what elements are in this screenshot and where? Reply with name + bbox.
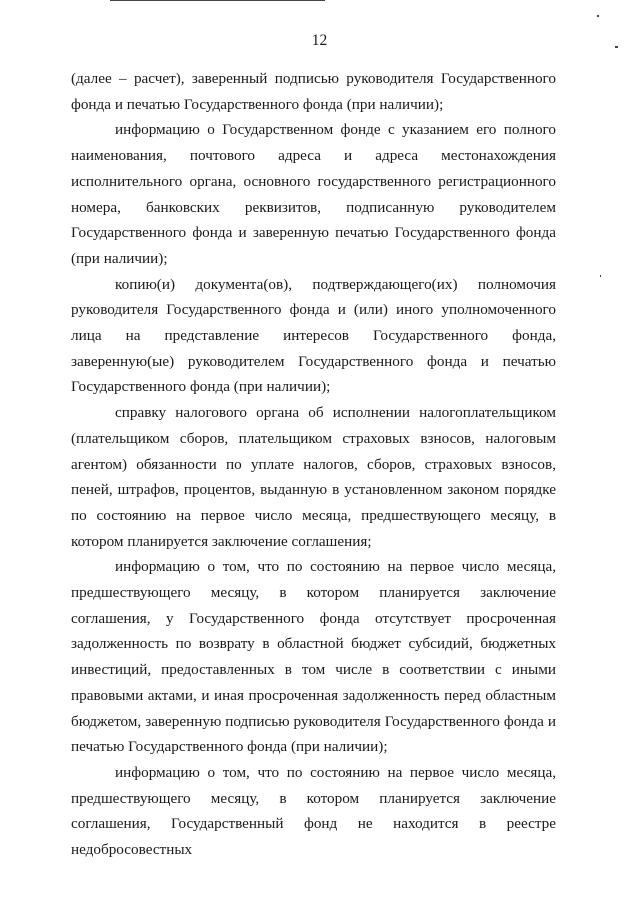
body-text bbox=[71, 66, 556, 863]
paragraph-tax-certificate: справку налогового органа об исполнении налогоплательщиком (плательщиком сборов, плательщиком страховых взносов, налоговым агентом) обязанности по уплате налогов, сборов, страховых взносов, пеней, штрафов, процентов, выданную в установленном законом порядке по состоянию на первое число месяца, предшествующего месяцу, в котором планируется заключение соглашения; bbox=[71, 404, 556, 550]
scan-artifact-dot bbox=[600, 275, 601, 277]
paragraph-not-in-registry: информацию о том, что по состоянию на первое число месяца, предшествующего месяцу, в котором планируется заключение соглашения, Государственный фонд не находится в реестре недобросовестных bbox=[71, 763, 556, 859]
paragraph-authority-documents: копию(и) документа(ов), подтверждающего(их) полномочия руководителя Государственного фонда и (или) иного уполномоченного лица на представление интересов Государственного фонда, заверенную(ые) руководителем Государственного фонда и печатью Государственного фонда (при наличии); bbox=[71, 275, 556, 396]
page-number: 12 bbox=[311, 32, 328, 49]
scan-artifact-dot bbox=[597, 15, 599, 17]
scan-artifact-top-line bbox=[110, 0, 325, 1]
paragraph-fund-information: информацию о Государственном фонде с указанием его полного наименования, почтового адреса и адреса местонахождения исполнительного органа, основного государственного регистрационного номера, банковских реквизитов, подписанную руководителем Государственного фонда и заверенную печатью Государственного фонда (при наличии); bbox=[71, 121, 556, 267]
paragraph-no-overdue-debt: информацию о том, что по состоянию на первое число месяца, предшествующего месяцу, в котором планируется заключение соглашения, у Государственного фонда отсутствует просроченная задолженность по возврату в областной бюджет субсидий, бюджетных инвестиций, предоставленных в том числе в соответствии с иными правовыми актами, и иная просроченная задолженность перед областным бюджетом, заверенную подписью руководителя Государственного фонда и печатью Государственного фонда (при наличии); bbox=[71, 558, 556, 756]
paragraph-calculation-continuation: (далее – расчет), заверенный подписью руководителя Государственного фонда и печатью Государственного фонда (при наличии); bbox=[71, 70, 556, 113]
